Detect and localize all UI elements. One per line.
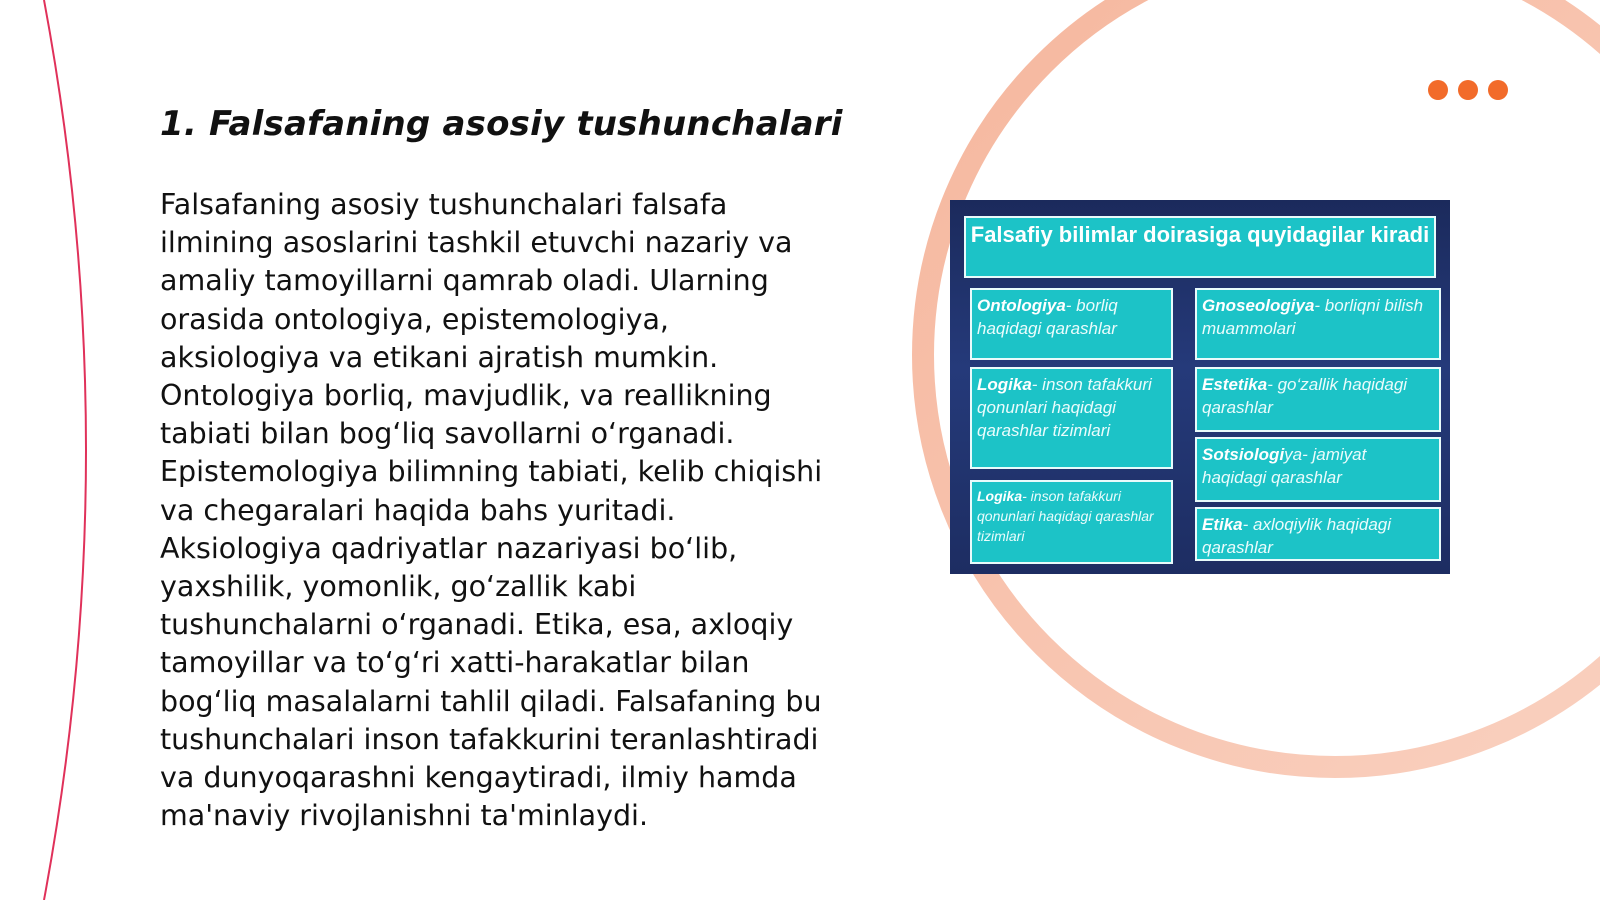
diagram-header: Falsafiy bilimlar doirasiga quyidagilar kiradi <box>964 216 1436 278</box>
box-desc: - go‘zallik haqidagi qarashlar <box>1202 375 1408 417</box>
slide-body-text: Falsafaning asosiy tushunchalari falsafa ilmining asoslarini tashkil etuvchi nazariy va amaliy tamoyillarni qamrab oladi. Ularning orasida ontologiya, epistemologiya, aksiologiya va etikani ajratish mumkin. Ontologiya borliq, mavjudlik, va reallikning tabiati bilan bog‘liq savollarni o‘rganadi. Epistemologiya bilimning tabiati, kelib chiqishi va chegaralari haqida bahs yuritadi. Aksiologiya qadriyatlar nazariyasi bo‘lib, yaxshilik, yomonlik, go‘zallik kabi tushunchalarni o‘rganadi. Etika, esa, axloqiy tamoyillar va to‘g‘ri xatti-harakatlar bilan bog‘liq masalalarni tahlil qiladi. Falsafaning bu tushunchalari inson tafakkurini teranlashtiradi va dunyoqarashni kengaytiradi, ilmiy hamda ma'naviy rivojlanishni ta'minlaydi. <box>160 188 823 833</box>
diagram-box-logika-2 <box>970 480 1173 564</box>
box-desc: - inson tafakkuri qonunlari haqidagi qarashlar tizimlari <box>977 488 1154 544</box>
diagram-box-etika <box>1195 507 1441 561</box>
diagram-box-gnoseologiya <box>1195 288 1441 360</box>
box-term: Gnoseologiya <box>1202 296 1315 315</box>
accent-dot <box>1458 80 1478 100</box>
diagram-box-sotsiologiya <box>1195 437 1441 502</box>
diagram-box-logika <box>970 367 1173 469</box>
box-desc: - borliqni bilish muammolari <box>1202 296 1424 338</box>
box-term: Sotsiologi <box>1202 445 1285 464</box>
box-term: Estetika <box>1202 375 1268 394</box>
accent-dot <box>1488 80 1508 100</box>
left-arc-decoration <box>0 0 120 900</box>
menu-dots <box>1428 80 1508 100</box>
box-term: Logika <box>977 488 1023 504</box>
box-desc: - axloqiylik haqidagi qarashlar <box>1202 515 1392 557</box>
box-term: Logika <box>977 375 1032 394</box>
box-desc: - inson tafakkuri qonunlari haqidagi qarashlar tizimlari <box>977 375 1152 440</box>
box-desc: - borliq haqidagi qarashlar <box>977 296 1118 338</box>
box-term: Etika <box>1202 515 1243 534</box>
accent-dot <box>1428 80 1448 100</box>
box-desc: ya- jamiyat haqidagi qarashlar <box>1202 445 1367 487</box>
diagram-box-ontologiya <box>970 288 1173 360</box>
slide-title: 1. Falsafaning asosiy tushunchalari <box>160 104 843 144</box>
box-term: Ontologiya <box>977 296 1066 315</box>
diagram-box-estetika <box>1195 367 1441 432</box>
philosophy-branches-diagram <box>950 200 1450 574</box>
